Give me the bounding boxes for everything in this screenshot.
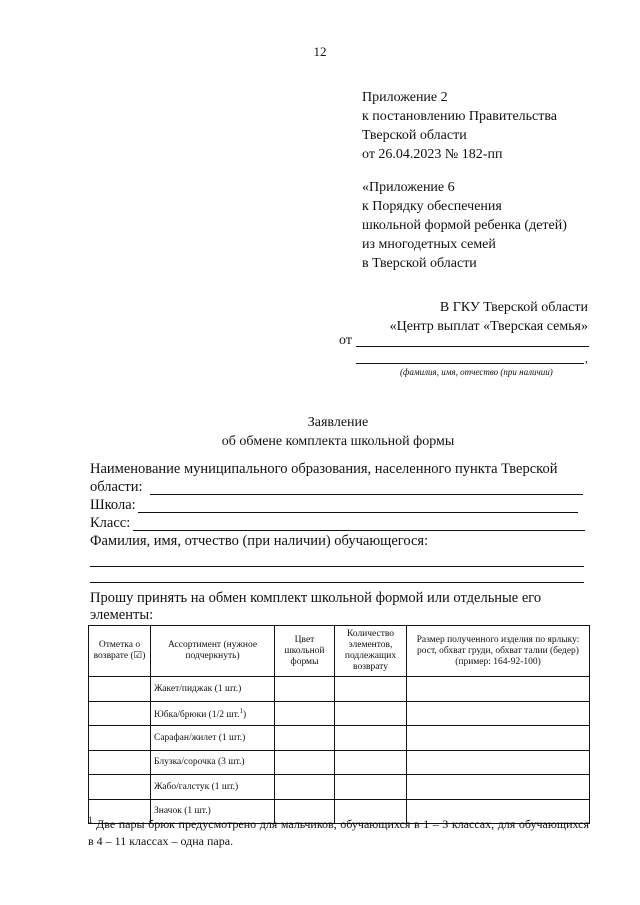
appendix-header-line: от 26.04.2023 № 182-пп: [362, 147, 503, 162]
appendix-sub: [362, 178, 567, 273]
table-row: [89, 750, 590, 775]
page-number: 12: [313, 44, 327, 59]
header-size: Размер полученного изделия по ярлыку: рост, обхват груди, обхват талии (бедер) (пример: 164-92-100): [407, 626, 590, 677]
appendix-sub-line: в Тверской области: [362, 256, 477, 271]
assortment-text: Юбка/брюки (1/2 шт.: [154, 709, 240, 720]
color-cell[interactable]: [275, 701, 335, 726]
student-input-line-2[interactable]: [90, 582, 584, 583]
student-label: Фамилия, имя, отчество (при наличии) обучающегося:: [90, 533, 429, 549]
footnote-ref: 1: [239, 706, 243, 715]
return-mark-cell[interactable]: [89, 701, 151, 726]
size-cell[interactable]: [407, 701, 590, 726]
document-title: [0, 413, 640, 451]
table-row: [89, 775, 590, 800]
school-input-line[interactable]: [138, 512, 578, 513]
quantity-cell[interactable]: [335, 750, 407, 775]
appendix-header-line: к постановлению Правительства: [362, 109, 558, 124]
assortment-cell: Значок (1 шт.): [151, 799, 275, 824]
title-line: об обмене комплекта школьной формы: [221, 434, 455, 449]
footnote: [88, 812, 589, 850]
assortment-cell: Блузка/сорочка (3 шт.): [151, 750, 275, 775]
student-input-line[interactable]: [90, 566, 584, 567]
from-name-line-2[interactable]: [356, 363, 584, 364]
header-quantity: Количество элементов, подлежащих возврату: [335, 626, 407, 677]
quantity-cell[interactable]: [335, 677, 407, 702]
class-label: Класс:: [90, 515, 131, 531]
return-mark-cell[interactable]: [89, 677, 151, 702]
color-cell[interactable]: [275, 677, 335, 702]
size-cell[interactable]: [407, 677, 590, 702]
appendix-header-line: Тверской области: [362, 128, 467, 143]
color-cell[interactable]: [275, 775, 335, 800]
municipality-label: Наименование муниципального образования, населенного пункта Тверской: [90, 461, 558, 477]
title-line: Заявление: [307, 415, 369, 430]
assortment-cell: [151, 701, 275, 726]
from-name-line[interactable]: [356, 346, 589, 347]
table-header-row: [89, 626, 590, 677]
footnote-marker: 1: [88, 815, 93, 825]
size-cell[interactable]: [407, 726, 590, 751]
assortment-cell: Жакет/пиджак (1 шт.): [151, 677, 275, 702]
appendix-sub-line: школьной формой ребенка (детей): [362, 218, 567, 233]
size-cell[interactable]: [407, 775, 590, 800]
name-caption: (фамилия, имя, отчество (при наличии): [400, 367, 553, 377]
assortment-cell: Сарафан/жилет (1 шт.): [151, 726, 275, 751]
size-cell[interactable]: [407, 750, 590, 775]
municipality-input-line[interactable]: [150, 494, 583, 495]
footnote-text: Две пары брюк предусмотрено для мальчиков, обучающихся в 1 – 3 классах, для обучающихся в 4 – 11 классах – одна пара.: [88, 817, 590, 848]
header-color: Цвет школьной формы: [275, 626, 335, 677]
appendix-header-line: Приложение 2: [362, 90, 448, 105]
return-mark-cell[interactable]: [89, 750, 151, 775]
exchange-table: [88, 625, 590, 824]
municipality-label-2: области:: [90, 479, 143, 495]
table-row: [89, 726, 590, 751]
header-assortment: Ассортимент (нужное подчеркнуть): [151, 626, 275, 677]
addressee-line: «Центр выплат «Тверская семья»: [389, 319, 588, 334]
appendix-sub-line: из многодетных семей: [362, 237, 496, 252]
assortment-cell: Жабо/галстук (1 шт.): [151, 775, 275, 800]
color-cell[interactable]: [275, 750, 335, 775]
school-label: Школа:: [90, 497, 136, 513]
comma: ,: [585, 351, 588, 365]
table-row: [89, 701, 590, 726]
addressee-line: В ГКУ Тверской области: [439, 300, 588, 315]
color-cell[interactable]: [275, 726, 335, 751]
header-return-mark: Отметка о возврате (☑): [89, 626, 151, 677]
class-input-line[interactable]: [133, 530, 585, 531]
quantity-cell[interactable]: [335, 775, 407, 800]
table-row: [89, 677, 590, 702]
appendix-header: [362, 88, 557, 164]
quantity-cell[interactable]: [335, 726, 407, 751]
request-text: Прошу принять на обмен комплект школьной формой или отдельные его: [90, 590, 542, 606]
addressee: [300, 298, 588, 336]
assortment-close: ): [243, 709, 247, 720]
quantity-cell[interactable]: [335, 701, 407, 726]
request-text-2: элементы:: [90, 607, 154, 623]
return-mark-cell[interactable]: [89, 726, 151, 751]
return-mark-cell[interactable]: [89, 775, 151, 800]
appendix-sub-line: «Приложение 6: [362, 180, 455, 195]
from-label: от: [339, 333, 352, 348]
appendix-sub-line: к Порядку обеспечения: [362, 199, 502, 214]
